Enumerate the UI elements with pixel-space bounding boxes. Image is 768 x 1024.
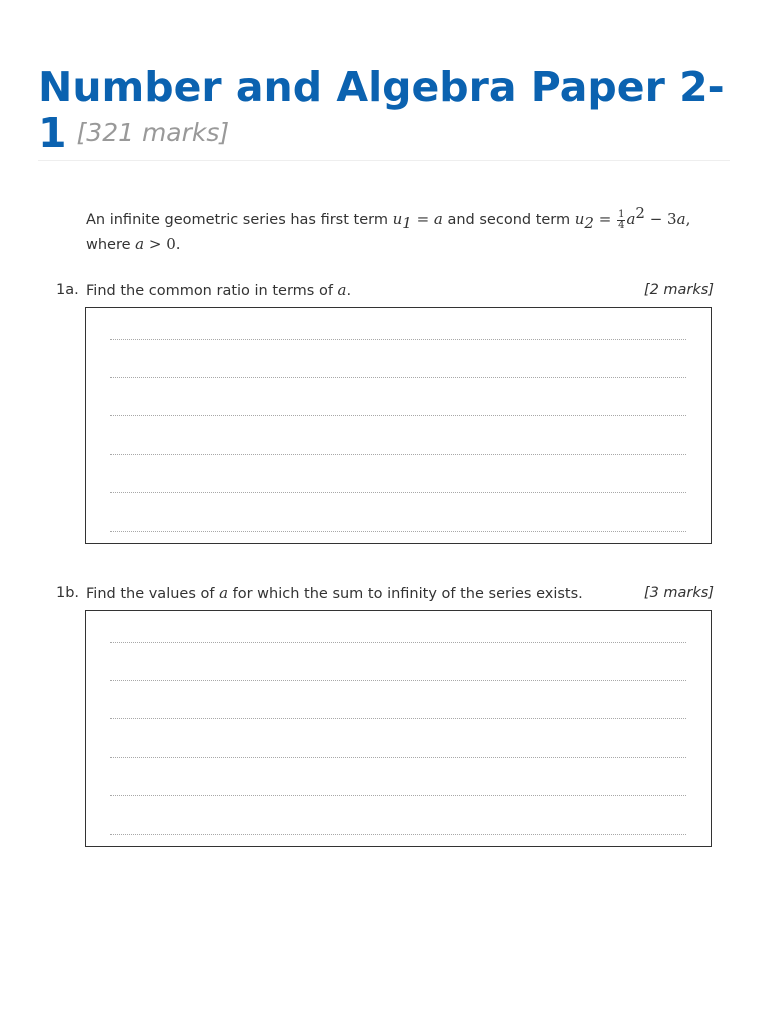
question-marks: [3 marks]	[643, 585, 714, 601]
math-var: a	[337, 281, 347, 299]
answer-box-1a[interactable]	[85, 307, 712, 544]
math-var: a	[433, 210, 443, 228]
answer-line	[110, 377, 686, 378]
math-equals: =	[593, 210, 617, 228]
header-divider	[38, 160, 730, 161]
math-var: a	[626, 210, 636, 228]
page-title: Number and Algebra Paper 2-	[38, 63, 725, 111]
math-minus-term: − 3	[644, 210, 677, 228]
math-equals: =	[411, 210, 434, 228]
math-var: a	[219, 584, 229, 602]
intro-text: An infinite geometric series has first term	[86, 212, 393, 228]
answer-line	[110, 834, 686, 835]
math-period: .	[175, 235, 181, 253]
answer-line	[110, 642, 686, 643]
question-text-part: Find the common ratio in terms of	[86, 283, 338, 299]
page-title-number: 1	[38, 109, 67, 157]
answer-line	[110, 718, 686, 719]
answer-box-1b[interactable]	[85, 610, 712, 847]
math-fraction	[617, 210, 625, 231]
math-var: a	[676, 210, 686, 228]
answer-line	[110, 680, 686, 681]
intro-text: and second term	[442, 212, 575, 228]
question-text	[86, 280, 351, 301]
question-marks: [2 marks]	[643, 282, 714, 298]
math-sub: 1	[402, 214, 412, 232]
question-text	[86, 583, 583, 604]
answer-line	[110, 415, 686, 416]
intro-text: where	[86, 237, 136, 253]
math-var: a	[135, 235, 145, 253]
question-intro	[86, 204, 726, 257]
answer-line	[110, 454, 686, 455]
answer-line	[110, 492, 686, 493]
question-text-part: for which the sum to infinity of the series exists.	[228, 586, 583, 602]
math-var: u	[574, 210, 585, 228]
question-number: 1b.	[56, 585, 80, 601]
answer-line	[110, 531, 686, 532]
page-title-continued	[38, 110, 730, 162]
fraction-denominator: 4	[618, 219, 625, 231]
math-u2	[574, 210, 594, 232]
question-number: 1a.	[56, 282, 79, 298]
answer-line	[110, 795, 686, 796]
question-text-part: .	[346, 283, 352, 299]
math-u1	[392, 210, 412, 232]
fraction-numerator: 1	[618, 208, 625, 220]
total-marks: [321 marks]	[76, 118, 230, 147]
math-condition: > 0	[144, 235, 176, 253]
paper-header	[38, 64, 730, 162]
math-sup: 2	[635, 204, 645, 223]
math-sub: 2	[584, 214, 594, 232]
answer-line	[110, 757, 686, 758]
math-var: u	[392, 210, 403, 228]
math-comma: ,	[685, 210, 691, 228]
answer-line	[110, 339, 686, 340]
question-text-part: Find the values of	[86, 586, 220, 602]
